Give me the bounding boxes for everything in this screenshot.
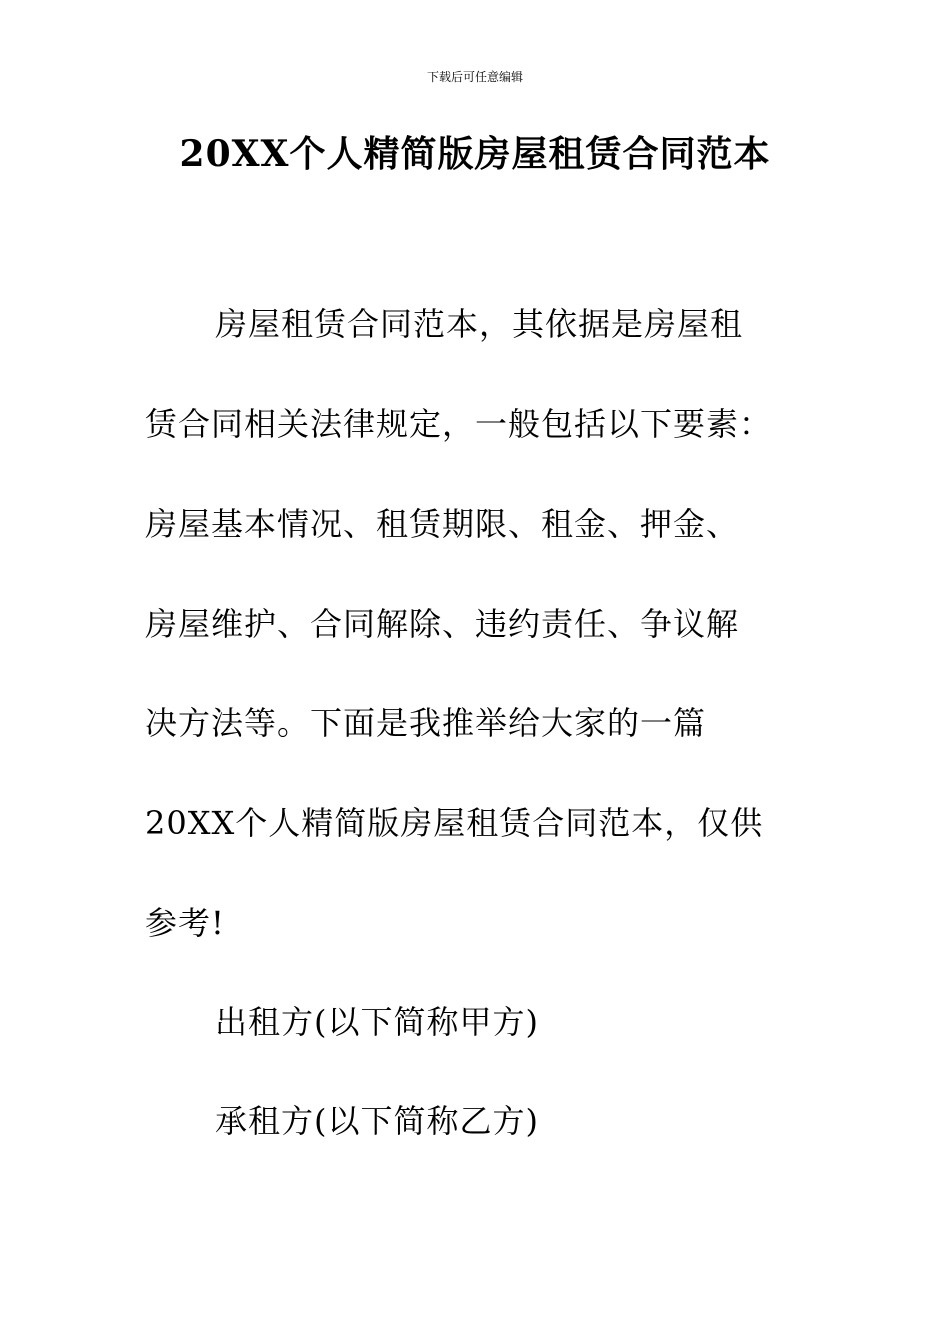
lessor-line: 出租方(以下简称甲方) [215, 1003, 539, 1041]
body-line: 房屋维护、合同解除、违约责任、争议解 [145, 605, 740, 643]
body-line: 参考! [145, 904, 225, 942]
header-note: 下载后可任意编辑 [426, 70, 523, 84]
body-line: 房屋租赁合同范本，其依据是房屋租 [215, 305, 744, 343]
document-title: 20XX个人精简版房屋租赁合同范本 [179, 133, 771, 175]
body-line: 赁合同相关法律规定，一般包括以下要素： [145, 405, 773, 443]
body-line: 决方法等。下面是我推举给大家的一篇 [145, 704, 707, 742]
body-line: 20XX个人精简版房屋租赁合同范本，仅供 [145, 804, 764, 842]
lessee-line: 承租方(以下简称乙方) [215, 1102, 539, 1140]
body-line: 房屋基本情况、租赁期限、租金、押金、 [145, 505, 740, 543]
